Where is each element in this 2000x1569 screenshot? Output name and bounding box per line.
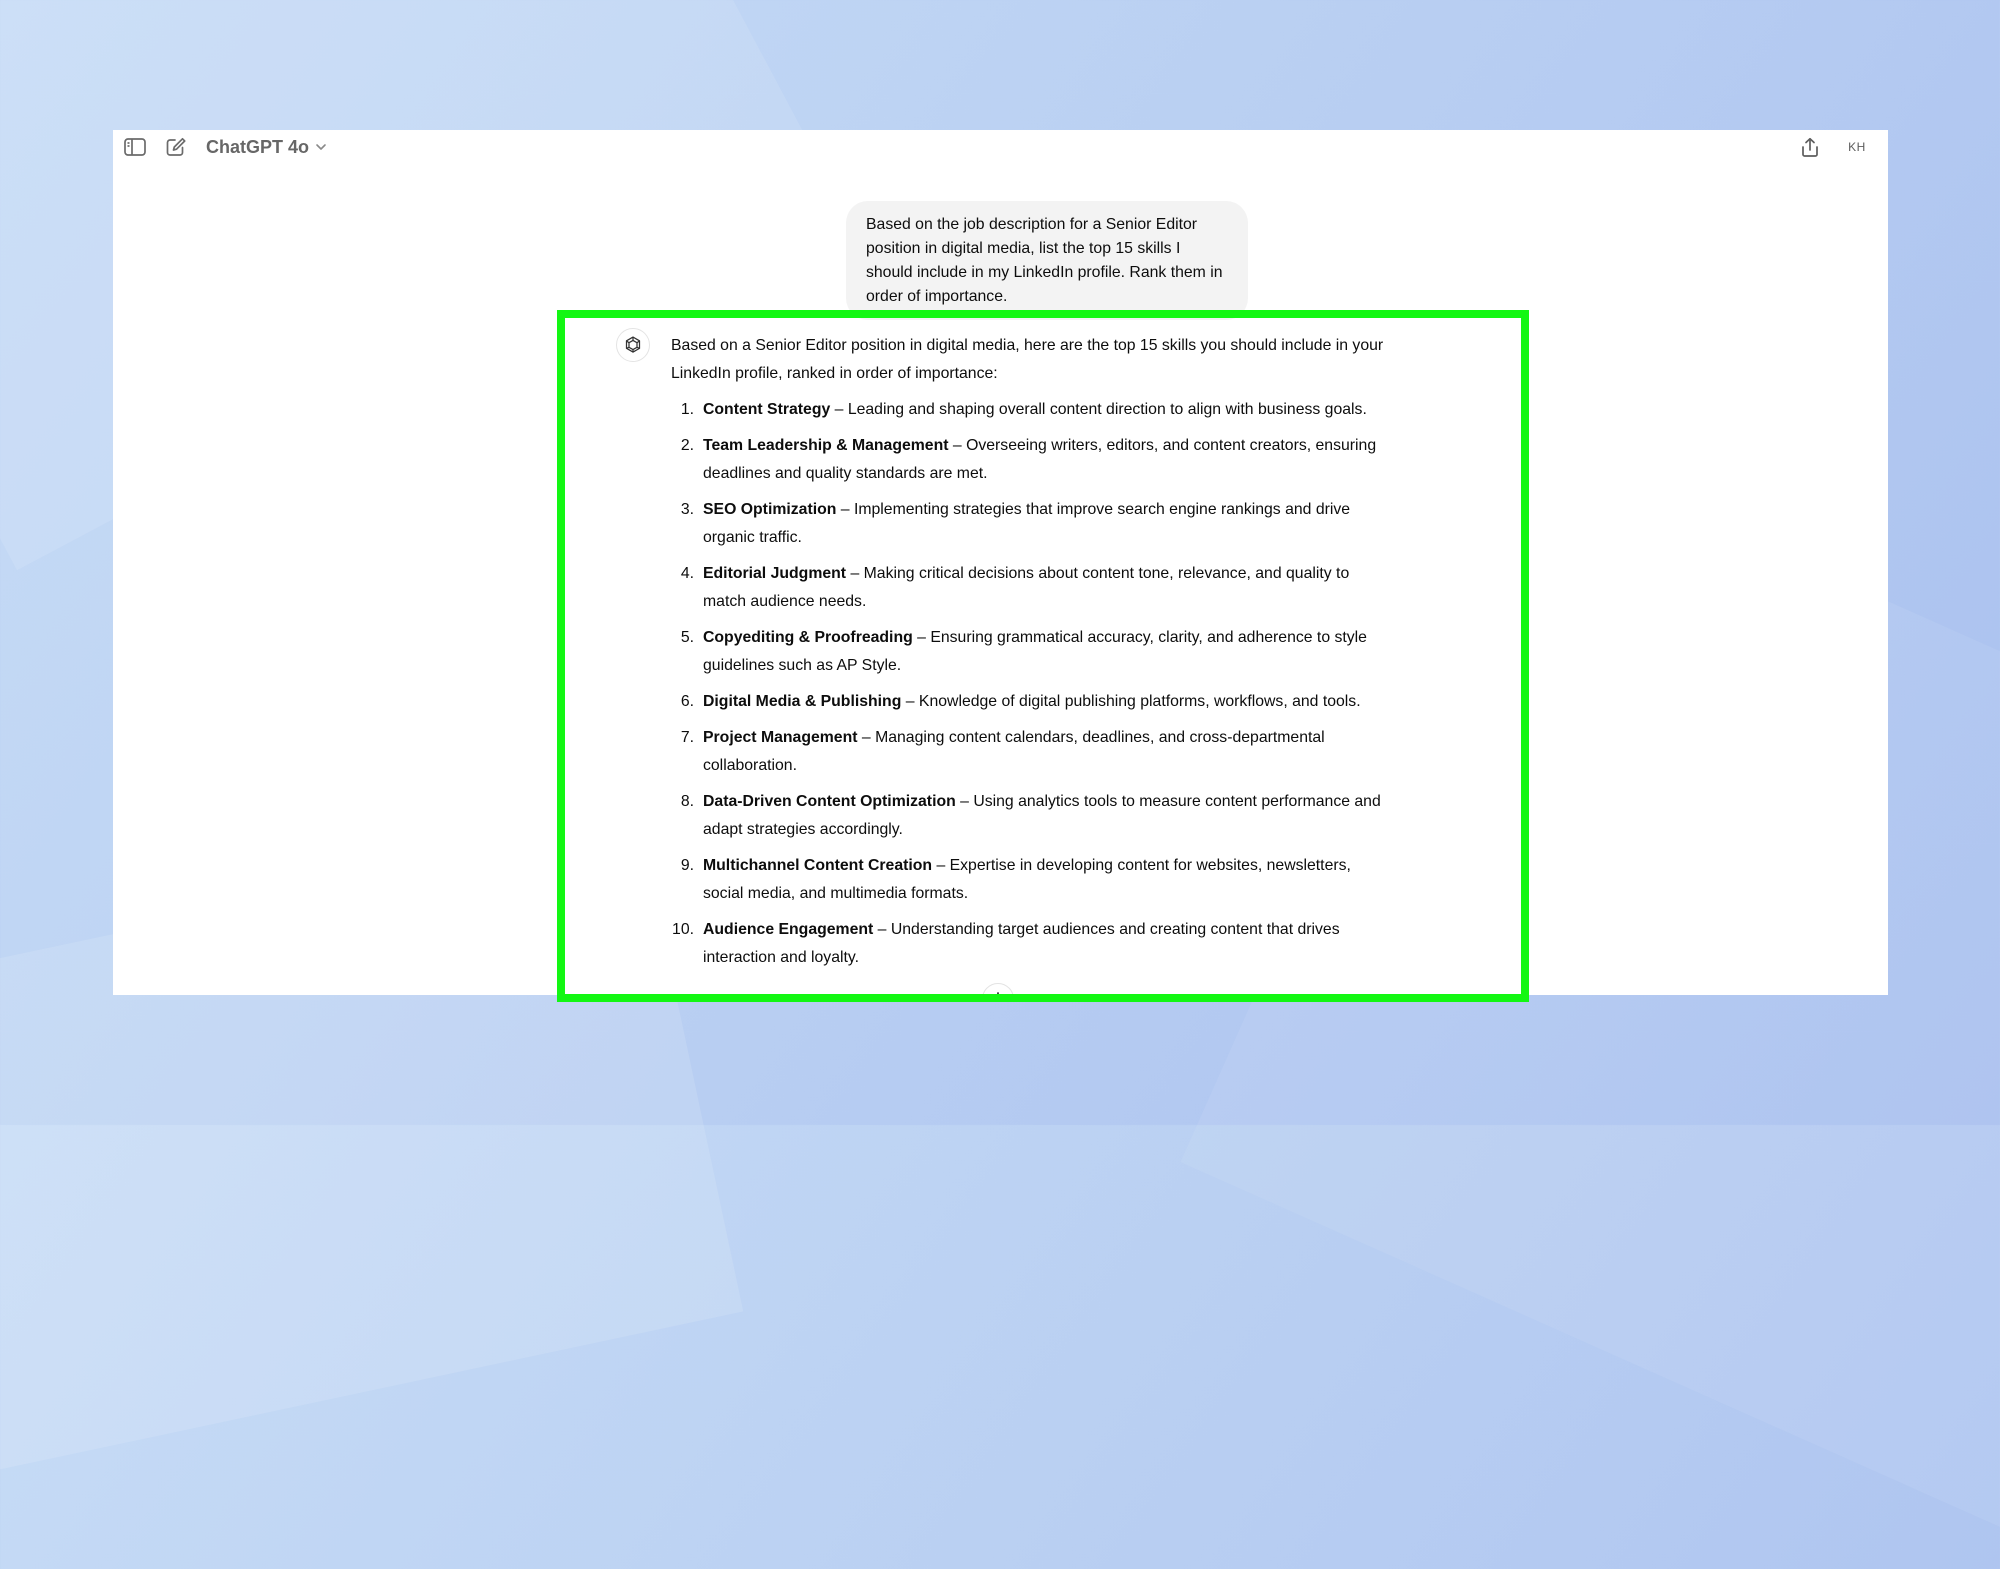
assistant-message <box>671 332 1391 980</box>
skill-name: Content Strategy <box>703 401 831 418</box>
skill-item <box>671 852 1391 908</box>
skill-item <box>671 724 1391 780</box>
skill-name: Multichannel Content Creation <box>703 857 933 874</box>
skill-number: 7. <box>680 729 694 746</box>
skill-description: – Leading and shaping overall content direction to align with business goals. <box>830 401 1367 418</box>
skill-number: 6. <box>680 693 694 710</box>
skill-name: SEO Optimization <box>703 501 837 518</box>
skill-description: – Using analytics tools to measure content performance and adapt strategies accordingly. <box>703 793 1381 838</box>
user-message: Based on the job description for a Senior Editor position in digital media, list the top 15 skills I should include in my LinkedIn profile. Rank them in order of importance. <box>846 201 1248 320</box>
scroll-down-button[interactable] <box>982 983 1014 995</box>
user-avatar[interactable]: KH <box>1848 140 1866 154</box>
skill-item <box>671 916 1391 972</box>
skill-description: – Understanding target audiences and creating content that drives interaction and loyalty. <box>703 921 1340 966</box>
new-chat-icon[interactable] <box>164 136 188 158</box>
skill-name: Editorial Judgment <box>703 565 847 582</box>
skill-name: Data-Driven Content Optimization <box>703 793 956 810</box>
skill-number: 3. <box>680 501 694 518</box>
skill-item <box>671 560 1391 616</box>
skill-description: – Expertise in developing content for websites, newsletters, social media, and multimedia formats. <box>703 857 1351 902</box>
skill-number: 8. <box>680 793 694 810</box>
share-icon[interactable] <box>1798 136 1822 158</box>
model-name: ChatGPT 4o <box>206 136 310 157</box>
skill-description: – Ensuring grammatical accuracy, clarity, and adherence to style guidelines such as AP Style. <box>703 629 1367 674</box>
sidebar-toggle-icon[interactable] <box>123 136 147 158</box>
skill-number: 10. <box>672 921 694 938</box>
skill-number: 2. <box>680 437 694 454</box>
skill-number: 4. <box>680 565 694 582</box>
skill-name: Copyediting & Proofreading <box>703 629 913 646</box>
skill-item <box>671 624 1391 680</box>
skill-item <box>671 396 1391 424</box>
skill-name: Team Leadership & Management <box>703 437 949 454</box>
skill-number: 1. <box>680 401 694 418</box>
assistant-intro: Based on a Senior Editor position in digital media, here are the top 15 skills you should include in your LinkedIn profile, ranked in order of importance: <box>671 337 1384 382</box>
skill-item <box>671 496 1391 552</box>
chevron-down-icon <box>315 143 327 151</box>
skill-description: – Knowledge of digital publishing platforms, workflows, and tools. <box>901 693 1361 710</box>
skill-name: Digital Media & Publishing <box>703 693 902 710</box>
model-selector[interactable] <box>206 135 327 159</box>
skill-name: Audience Engagement <box>703 921 874 938</box>
skill-description: – Making critical decisions about content tone, relevance, and quality to match audience needs. <box>703 565 1350 610</box>
top-bar <box>113 130 1888 164</box>
skill-description: – Overseeing writers, editors, and content creators, ensuring deadlines and quality standards are met. <box>703 437 1377 482</box>
skill-description: – Managing content calendars, deadlines, and cross-departmental collaboration. <box>703 729 1325 774</box>
openai-logo-icon <box>616 328 650 362</box>
skill-name: Project Management <box>703 729 858 746</box>
skill-item <box>671 788 1391 844</box>
skill-number: 5. <box>680 629 694 646</box>
skill-item <box>671 432 1391 488</box>
skills-list <box>671 396 1391 972</box>
chat-window <box>113 130 1888 995</box>
skill-description: – Implementing strategies that improve search engine rankings and drive organic traffic. <box>703 501 1351 546</box>
skill-item <box>671 688 1391 716</box>
skill-number: 9. <box>680 857 694 874</box>
arrow-down-icon <box>992 992 1004 995</box>
